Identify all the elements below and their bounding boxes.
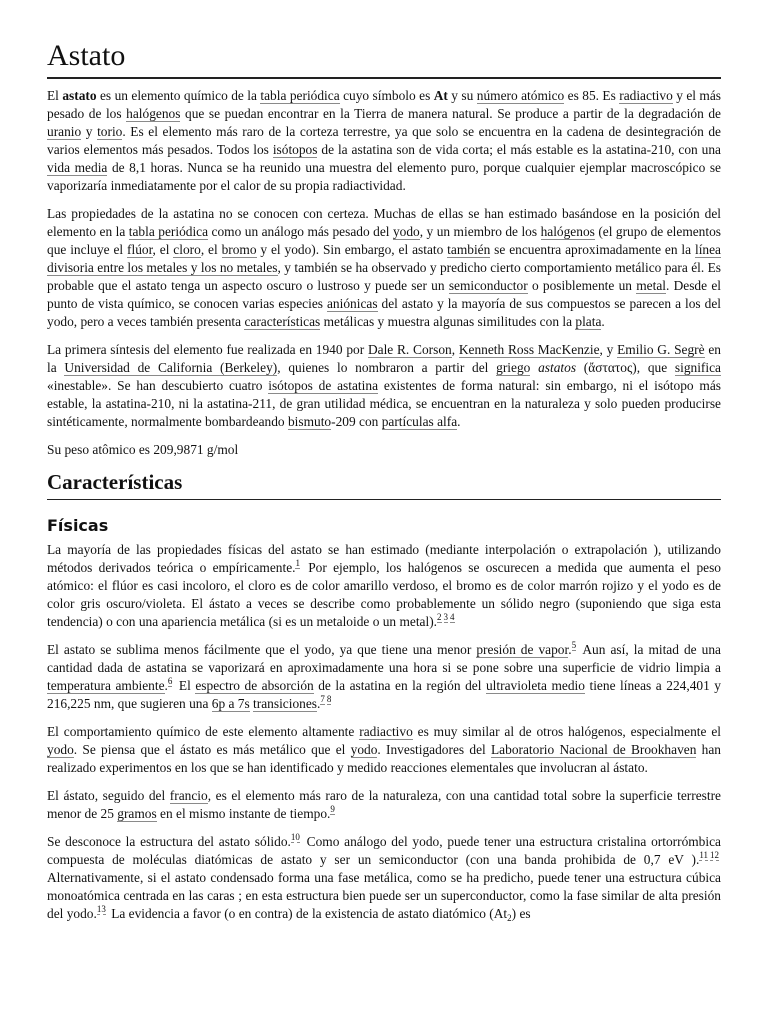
wiki-link[interactable]: francio [169, 788, 208, 803]
citation-link[interactable]: 11 [699, 850, 708, 860]
text-run: y [81, 124, 98, 139]
text-run: del astato y la mayoría de sus compuestos se parecen a los del yodo, pero a veces también presenta [47, 296, 721, 329]
wiki-link[interactable]: tabla periódica [128, 224, 209, 239]
text-run: , [451, 342, 459, 357]
citation-ref [699, 850, 710, 860]
citation-link[interactable]: 12 [710, 850, 719, 860]
citation-link[interactable]: 5 [571, 640, 577, 650]
text-run: , quienes lo nombraron a partir del [277, 360, 497, 375]
text-run: Como análogo del yodo, puede tener una estructura cristalina ortorrómbica compuesta de moléculas diatómicas de astato y ser un semiconductor (con una banda prohibida de 0,7 eV ). [47, 834, 721, 867]
italic-term: astatos [538, 360, 577, 375]
wiki-link[interactable]: bismuto [287, 414, 332, 429]
text-run: . [317, 696, 321, 711]
text-run: «inestable». Se han descubierto cuatro [47, 378, 269, 393]
wiki-link[interactable]: halógenos [540, 224, 595, 239]
wiki-link[interactable]: ultravioleta medio [485, 678, 585, 693]
wiki-link[interactable]: isótopos de astatina [268, 378, 379, 393]
wiki-link[interactable]: temperatura ambiente [47, 678, 165, 693]
text-run: , el [200, 242, 222, 257]
intro-paragraph [47, 87, 721, 195]
fisicas-paragraph [47, 723, 721, 777]
text-run: , el [152, 242, 174, 257]
wiki-link[interactable]: Dale R. Corson [367, 342, 452, 357]
intro-paragraph [47, 441, 721, 459]
text-run: es 85. Es [564, 88, 620, 103]
citation-ref [327, 694, 334, 704]
citation-link[interactable]: 9 [330, 804, 335, 814]
text-run: El [174, 678, 196, 693]
wiki-link[interactable]: bromo [221, 242, 257, 257]
text-run: . Investigadores del [377, 742, 491, 757]
wiki-link[interactable]: Universidad de California (Berkeley) [64, 360, 278, 375]
wiki-link[interactable]: significa [674, 360, 721, 375]
wiki-link[interactable]: espectro de absorción [195, 678, 314, 693]
article [47, 38, 721, 923]
text-run: en la [47, 342, 721, 375]
intro-section [47, 87, 721, 459]
wiki-link[interactable]: torio [97, 124, 123, 139]
wiki-link[interactable]: Kenneth Ross MacKenzie [458, 342, 600, 357]
subsection-heading: Físicas [47, 516, 109, 535]
wiki-link[interactable]: radiactivo [359, 724, 413, 739]
text-run: , y también se ha observado y predicho cierto comportamiento metálico para él. Es probable que el astato tenga un aspecto oscuro o lustroso y puede ser un [47, 260, 721, 293]
citation-link[interactable]: 1 [295, 558, 300, 568]
text-run: se encuentra aproximadamente en la [490, 242, 695, 257]
text-run: o posiblemente un [527, 278, 637, 293]
wiki-link[interactable]: vida media [47, 160, 108, 175]
wiki-link[interactable]: también [447, 242, 491, 257]
wiki-link[interactable]: halógenos [126, 106, 181, 121]
wiki-link[interactable]: Laboratorio Nacional de Brookhaven [491, 742, 697, 757]
text-run: (el grupo de elementos que incluye el [47, 224, 721, 257]
text-run: y su [447, 88, 477, 103]
text-run: Su peso atômico es 209,9871 g/mol [47, 442, 239, 457]
text-run: y el yodo). Sin embargo, el astato [256, 242, 448, 257]
wiki-link[interactable]: plata [575, 314, 602, 329]
text-run: , es el elemento más raro de la naturaleza, con una cantidad total sobre la superficie terrestre menor de 25 [47, 788, 721, 821]
citation-ref [97, 904, 108, 914]
wiki-link[interactable]: presión de vapor [476, 642, 569, 657]
text-run: . [164, 678, 168, 693]
wiki-link[interactable]: metal [636, 278, 666, 293]
text-run: . [601, 314, 605, 329]
wiki-link[interactable]: tabla periódica [260, 88, 340, 103]
text-run: en el mismo instante de tiempo. [156, 806, 331, 821]
wiki-link[interactable]: gramos [117, 806, 157, 821]
fisicas-paragraph [47, 541, 721, 631]
fisicas-section [47, 541, 721, 923]
text-run: como un análogo más pesado del [208, 224, 393, 239]
wiki-link[interactable]: transiciones [253, 696, 318, 711]
subscript: 2 [507, 913, 512, 923]
fisicas-paragraph [47, 833, 721, 923]
text-run: , y un miembro de los [419, 224, 541, 239]
fisicas-paragraph [47, 641, 721, 713]
wiki-link[interactable]: yodo [350, 742, 378, 757]
text-run: Aun así, la mitad de una cantidad dada de astatina se vaporizará en aproximadamente una hora si se pone sobre una superficie de vidrio limpia a [47, 642, 721, 675]
wiki-link[interactable]: isótopos [272, 142, 318, 157]
section-divider [47, 499, 721, 500]
intro-paragraph [47, 341, 721, 431]
text-run: . [457, 414, 461, 429]
wiki-link[interactable]: semiconductor [448, 278, 528, 293]
text-run: El astato se sublima menos fácilmente que el yodo, ya que tiene una menor [47, 642, 477, 657]
citation-link[interactable]: 2 [437, 612, 442, 622]
citation-ref [320, 694, 327, 704]
text-run: , y [599, 342, 618, 357]
intro-paragraph [47, 205, 721, 331]
citation-ref [450, 612, 457, 622]
text-run: La evidencia a favor (o en contra) de la existencia de astato diatómico (At [107, 906, 508, 921]
wiki-link[interactable]: 6p a 7s [211, 696, 250, 711]
citation-link[interactable]: 7 [320, 694, 325, 704]
wiki-link[interactable]: yodo [392, 224, 420, 239]
section-heading: Características [47, 470, 183, 494]
text-run: . Se piensa que el ástato es más metálico que el [73, 742, 351, 757]
wiki-link[interactable]: griego [496, 360, 531, 375]
citation-ref [437, 612, 444, 622]
text-run: existentes de forma natural: sin embargo, ni el isótopo más estable, la astatina-210, ni la astatina-211, de gran utilidad médica, se encuentran en la naturaleza y solo pueden producirse sintéticamente, normalmente bombardeando [47, 378, 721, 429]
text-run: . Desde el punto de vista químico, se conocen varias especies [47, 278, 721, 311]
text-run: Las propiedades de la astatina no se conocen con certeza. Muchas de ellas se han estimado basándose en la posición del elemento en la [47, 206, 721, 239]
wiki-link[interactable]: aniónicas [326, 296, 378, 311]
title-divider [47, 77, 721, 79]
citation-link[interactable]: 4 [450, 612, 455, 622]
text-run: cuyo símbolo es [339, 88, 434, 103]
wiki-link[interactable]: partículas alfa [381, 414, 458, 429]
text-run: han realizado experimentos en los que se han identificado y medido reacciones elementales que involucran al ástato. [47, 742, 721, 775]
citation-link[interactable]: 8 [326, 694, 332, 704]
wiki-link[interactable]: línea divisoria entre los metales y los no metales [47, 242, 721, 275]
page-title: Astato [47, 39, 126, 72]
text-run: que se puedan encontrar en la Tierra de manera natural. Se produce a partir de la degradación de [180, 106, 721, 121]
wiki-link[interactable]: yodo [47, 742, 74, 757]
text-run: . Es el elemento más raro de la corteza terrestre, ya que solo se encuentra en la cadena de desintegración de varios elementos más pesados. Todos los [47, 124, 721, 157]
text-run: Se desconoce la estructura del astato sólido. [47, 834, 291, 849]
wiki-link[interactable]: cloro [173, 242, 201, 257]
citation-ref [330, 804, 337, 814]
citation-link[interactable]: 6 [167, 676, 173, 686]
wiki-link[interactable]: uranio [47, 124, 82, 139]
text-run: La primera síntesis del elemento fue realizada en 1940 por [47, 342, 368, 357]
text-run: Alternativamente, si el astato condensado forma una fase metálica, como se ha predicho, puede tener una estructura cúbica monoatómica centrada en las caras ; en esta estructura bien puede ser un superconductor, como la fase similar de alta presión del yodo. [47, 870, 721, 921]
text-run: El comportamiento químico de este elemento altamente [47, 724, 360, 739]
citation-link[interactable]: 3 [443, 612, 449, 622]
citation-ref [291, 832, 302, 842]
text-run: . [568, 642, 572, 657]
text-run: El ástato, seguido del [47, 788, 170, 803]
text-run: La mayoría de las propiedades físicas del astato se han estimado (mediante interpolación o extrapolación ), utilizando métodos derivados teórica o empíricamente. [47, 542, 721, 575]
text-run: Por ejemplo, los halógenos se oscurecen a medida que aumenta el peso atómico: el flúor es casi incoloro, el cloro es de color amarillo verdoso, el bromo es de color marrón rojizo y el yodo es de color gris oscuro/violeta. El ástato a veces se describe como probablemente un sólido negro (suponiendo que siga esta tendencia) o con una apariencia metálica (si es un metaloide o un metal). [47, 560, 721, 629]
fisicas-paragraph [47, 787, 721, 823]
citation-ref [710, 850, 721, 860]
citation-link[interactable]: 10 [290, 832, 300, 842]
text-run: El [47, 88, 63, 103]
wiki-link[interactable]: características [244, 314, 321, 329]
text-run: es un elemento químico de la [96, 88, 261, 103]
text-run: metálicas y muestra algunas similitudes con la [320, 314, 576, 329]
text-run: -209 con [331, 414, 382, 429]
text-run: es muy similar al de otros halógenos, especialmente el [412, 724, 722, 739]
citation-link[interactable]: 13 [96, 904, 106, 914]
text-run: de la astatina son de vida corta; el más estable es la astatina-210, con una [317, 142, 721, 157]
wiki-link[interactable]: Emilio G. Segrè [617, 342, 705, 357]
bold-term: At [433, 88, 448, 103]
wiki-link[interactable]: número atómico [476, 88, 565, 103]
text-run: ) es [511, 906, 531, 921]
wiki-link[interactable]: radiactivo [619, 88, 673, 103]
text-run: (ἄστατος), que [576, 360, 675, 375]
text-run [530, 360, 538, 375]
text-run: y el más pesado de los [47, 88, 721, 121]
text-run: de la astatina en la región del [313, 678, 486, 693]
text-run: tiene líneas a 224,401 y 216,225 nm, que sugieren una [47, 678, 721, 711]
wiki-link[interactable]: flúor [127, 242, 153, 257]
text-run: de 8,1 horas. Nunca se ha reunido una muestra del elemento puro, porque cualquier ejemplar macroscópico se vaporizaría inmediatamente por el calor de su propia radiactividad. [47, 160, 721, 193]
bold-term: astato [62, 88, 97, 103]
